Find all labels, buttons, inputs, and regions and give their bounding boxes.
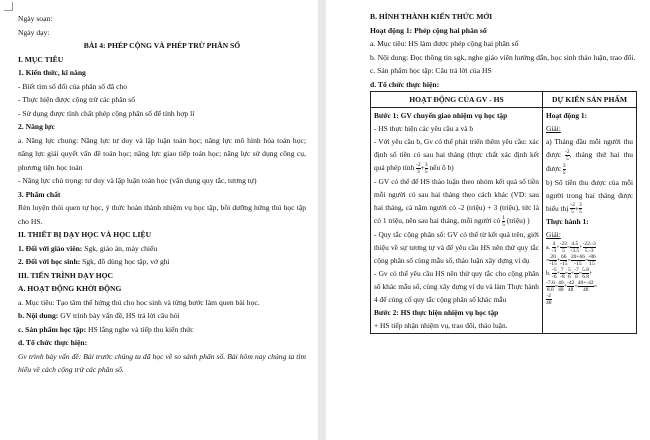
left-line: - Sử dụng được tính chất phép cộng phân số để tính hợp lí: [18, 108, 195, 118]
san-pham: c. Sản phẩm học tập: Câu trả lời của HS: [370, 66, 492, 75]
pham-chat-title: 3. Phẩm chất: [18, 189, 61, 199]
left-line: - Biết tìm số đối của phân số đã cho: [18, 81, 128, 91]
col-header-products: DỰ KIẾN SẢN PHẨM: [543, 92, 637, 108]
math-a2: = $\frac{20}{-15}$ + $\frac{66}{-15}$ = $\frac{20+66}{-15}$ = $\frac{-86}{15}$: [546, 254, 596, 268]
to-chuc: d. Tổ chức thực hiện:: [370, 79, 440, 89]
fraction-3-5: $\frac{3}{5}$: [424, 161, 428, 175]
nang-luc-chung: a. Năng lực chung: Năng lực tư duy và lập luận toán học; năng lực mô hình hóa toán học; năng lực giải quyết vấn đề toán học; năng lực giao tiếp toán học; năng lực sử dụng công cụ, phương tiện học toán: [18, 135, 306, 172]
left-line: II. THIẾT BỊ DẠY HỌC VÀ HỌC LIỆU: [18, 230, 152, 239]
fraction-1-5: $\frac{1}{5}$: [502, 214, 505, 228]
left-line: Ngày soạn:: [18, 14, 53, 23]
lesson-table: [370, 91, 637, 334]
math-b: b. $\frac{-5}{-6}$ + $\frac{7}{-8}$ = $\frac{5}{6}$ + $\frac{-7}{8}$ = $\frac{5.8}{6.8}$ +: [546, 267, 593, 281]
expected-product-cell: Hoạt động 1: Giải: a) Tháng đầu mỗi người thu được $\frac{-2}{5}$ , tháng thứ hai thu được $\frac{3}{5}$ b) Số tiền thu được của mỗi người trong hai tháng được biểu thị $\frac{-2}{5}$ + $\frac{3}{5}$ Thực hành 1: Giải: a. $\frac{4}{-3}$ + $\frac{-22}{5}$ = $\frac{4.5}{-3.5}$ + $\frac{-22.-3}{5.-3}$ = $\frac{20}{-15}$ + $\frac{66}{-15}$ = $\frac{20+66}{-15}$ = $\frac{-86}{15}$ b. $\frac{-5}{-6}$ + $\frac{7}{-8}$ = $\frac{5}{6}$ + $\frac{-7}{8}$ = $\frac{5.8}{6.8}$ + $\frac{-7.6}{8.6}$ = $\frac{40}{48}$ + $\frac{-42}{48}$ = $\frac{40+-42}{48}$ = $\frac{-2}{48}$: [543, 108, 637, 334]
left-line: BÀI 4: PHÉP CỘNG VÀ PHÉP TRỪ PHÂN SỐ: [83, 41, 241, 50]
fraction-neg2-3: $\frac{-2}{3}$: [416, 161, 421, 175]
left-line: 1. Đối với giáo viên: Sgk, giáo án, máy chiếu: [18, 243, 158, 253]
pham-chat-para: Rèn luyện thói quen tự học, ý thức hoàn thành nhiệm vụ học tập, bồi dưỡng hứng thú học tập cho HS.: [18, 203, 306, 226]
muc-tieu: a. Mục tiêu: HS làm được phép cộng hai phân số: [370, 39, 519, 48]
left-line: b. Nội dung: GV trình bày vấn đề, HS trả lời câu hỏi: [18, 311, 180, 320]
nang-luc-dac-thu: - Năng lực chủ trọng: tư duy và lập luận toán học (vấn dụng quy tắc, tương tự): [18, 176, 257, 185]
right-page: [326, 0, 650, 440]
gv-trinh-bay: Gv trình bày vấn đề: Bài trước chúng ta đã học về so sánh phân số. Bài hôm nay chúng ta tìm hiểu về cách cộng trừ các phân số.: [18, 351, 306, 374]
left-line: III. TIẾN TRÌNH DẠY HỌC: [18, 270, 114, 280]
left-line: - Thực hiện được cộng trừ các phân số: [18, 95, 136, 104]
left-line: I. MỤC TIÊU: [18, 54, 64, 64]
math-b3: $\frac{-2}{48}$: [546, 293, 552, 307]
noi-dung: b. Nội dung: Đọc thông tin sgk, nghe giáo viên hướng dẫn, học sinh thảo luận, trao đổi.: [370, 52, 636, 62]
col-header-activities: HOẠT ĐỘNG CỦA GV - HS: [371, 92, 543, 108]
left-line: Ngày dạy:: [18, 27, 50, 37]
left-line: A. HOẠT ĐỘNG KHỞI ĐỘNG: [18, 284, 122, 293]
activity-title: Hoạt động 1: Phép cộng hai phân số: [370, 25, 487, 35]
left-line: d. Tổ chức thực hiện:: [18, 338, 88, 347]
teacher-student-cell: Bước 1: GV chuyển giao nhiệm vụ học tập - HS thực hiện các yêu cầu a và b - Với yêu cầu b, Gv có thể phát triển thêm yêu cầu: xác định số tiền có sau hai tháng (thực chất xác định kết quả phép tính $\frac{-2}{3}$ + $\frac{3}{5}$ nếu ô b) - GV có thể để HS thảo luận theo nhóm kết quả số tiền mỗi người có sau hai tháng theo cách khác (VD: sau hai tháng, cả năm người có -2 (triệu) + 3 (triệu), tức là có 1 triệu, nên sau hai tháng, mỗi người có $\frac{1}{5}$ (triệu) ) - Quy tắc cộng phân số: GV có thể từ kết quả trên, giới thiệu về sự tương tự và để yêu cầu HS nên thử quy tắc cộng phân số cùng mẫu số, thảo luận xây dựng ví dụ - Gv có thể yêu cầu HS nên thử quy tắc cho cộng phân số khác mẫu số, cùng xây dựng ví dụ và làm Thực hành 4 để củng cố quy tắc cộng phân số khác mẫu Bước 2: HS thực hiện nhiệm vụ học tập + HS tiếp nhận nhiệm vụ, trao đổi, thảo luận.: [371, 108, 543, 334]
math-a: a. $\frac{4}{-3}$ + $\frac{-22}{5}$ = $\frac{4.5}{-3.5}$ + $\frac{-22.-3}{5.-3}$: [546, 241, 596, 255]
left-line: 1. Kiến thức, kĩ năng: [18, 68, 86, 77]
left-line: 2. Năng lực: [18, 122, 55, 131]
math-b2: $\frac{-7.6}{8.6}$ = $\frac{40}{48}$ + $\frac{-42}{48}$ = $\frac{40+-42}{48}$ =: [546, 280, 598, 294]
left-page: [0, 0, 318, 440]
left-line: 2. Đối với học sinh: Sgk, đồ dùng học tập, vở ghi: [18, 257, 170, 266]
muc-tieu-khoi-dong: a. Mục tiêu: Tạo tâm thế hứng thú cho học sinh và từng bước làm quen bài học.: [18, 297, 260, 307]
section-heading: B. HÌNH THÀNH KIẾN THỨC MỚI: [370, 12, 493, 21]
left-line: c. Sản phẩm học tập: HS lắng nghe và tiếp thu kiến thức: [18, 324, 194, 334]
page-corner-mark: [4, 2, 13, 11]
